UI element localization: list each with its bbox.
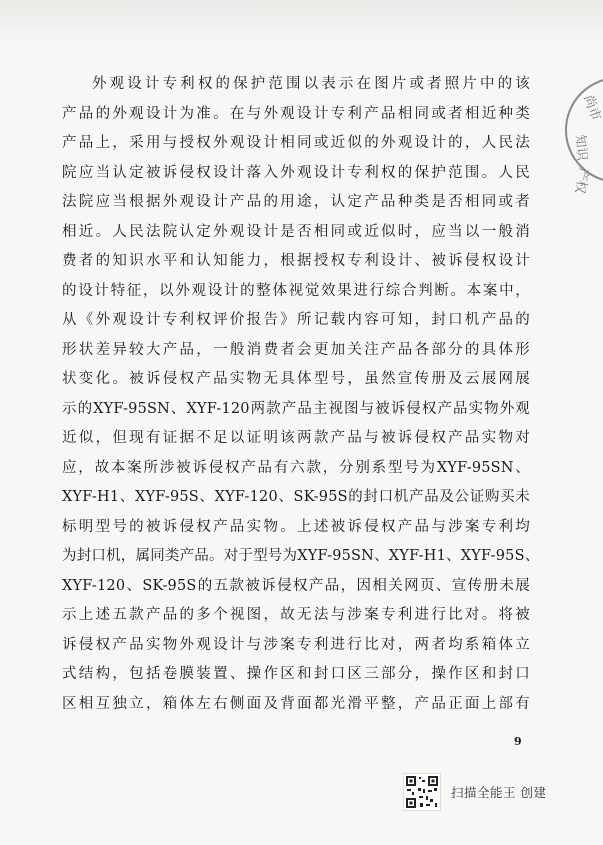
paragraph-line: 外观设计专利权的保护范围以表示在图片或者照片中的该 xyxy=(92,76,530,92)
svg-text:产权: 产权 xyxy=(571,166,591,195)
paragraph-line: 标明型号的被诉侵权产品实物。上述被诉侵权产品与涉案专利均 xyxy=(62,518,530,535)
scanner-watermark xyxy=(403,772,546,812)
paragraph-line: XYF-H1、XYF-95S、XYF-120、SK-95S的封口机产品及公证购买未 xyxy=(62,489,530,505)
paragraph-line: 式结构，包括卷膜装置、操作区和封口区三部分，操作区和封口 xyxy=(62,666,530,682)
paragraph-line: 产品的外观设计为准。在与外观设计专利产品相同或者相近种类 xyxy=(62,105,530,122)
paragraph-line: 院应当认定被诉侵权设计落入外观设计专利权的保护范围。人民 xyxy=(62,164,530,181)
scanner-app-label: 扫描全能王 创建 xyxy=(451,785,547,800)
paragraph-line: 为封口机，属同类产品。对于型号为XYF-95SN、XYF-H1、XYF-95S、 xyxy=(62,548,540,564)
paragraph-line: 示的XYF-95SN、XYF-120两款产品主视图与被诉侵权产品实物外观 xyxy=(62,400,530,417)
page-edge-shadow xyxy=(0,0,603,48)
paragraph-line: 形状差异较大产品，一般消费者会更加关注产品各部分的具体形 xyxy=(62,341,530,358)
paragraph-line: 示上述五款产品的多个视图，故无法与涉案专利进行比对。将被 xyxy=(62,607,530,623)
paragraph-line: 的设计特征，以外观设计的整体视觉效果进行综合判断。本案中， xyxy=(62,282,530,299)
paragraph-line: XYF-120、SK-95S的五款被诉侵权产品，因相关网页、宣传册未展 xyxy=(62,577,530,594)
svg-text:尚市: 尚市 xyxy=(580,93,603,123)
page-number: 9 xyxy=(514,735,522,748)
paragraph-line: 费者的知识水平和认知能力，根据授权专利设计、被诉侵权设计 xyxy=(62,253,530,269)
document-body xyxy=(62,70,540,719)
paragraph-line: 相近。人民法院认定外观设计是否相同或近似时，应当以一般消 xyxy=(62,223,530,240)
qr-code-icon xyxy=(403,773,441,811)
paragraph-line: 区相互独立，箱体左右侧面及背面都光滑平整，产品正面上部有 xyxy=(62,695,530,712)
paragraph-line: 产品上，采用与授权外观设计相同或近似的外观设计的，人民法 xyxy=(62,135,530,151)
paragraph-line: 法院应当根据外观设计产品的用途，认定产品种类是否相同或者 xyxy=(62,194,530,210)
paragraph-line: 应，故本案所涉被诉侵权产品有六款，分别系型号为XYF-95SN、 xyxy=(62,459,530,476)
seal-stamp xyxy=(558,55,603,205)
paragraph-line: 状变化。被诉侵权产品实物无具体型号，虽然宣传册及云展网展 xyxy=(62,371,530,387)
paragraph-line: 诉侵权产品实物外观设计与涉案专利进行比对，两者均系箱体立 xyxy=(62,636,530,653)
paragraph-line: 从《外观设计专利权评价报告》所记载内容可知，封口机产品的 xyxy=(62,312,530,328)
paragraph-line: 近似，但现有证据不足以证明该两款产品与被诉侵权产品实物对 xyxy=(62,430,530,446)
svg-text:知识: 知识 xyxy=(572,134,590,162)
